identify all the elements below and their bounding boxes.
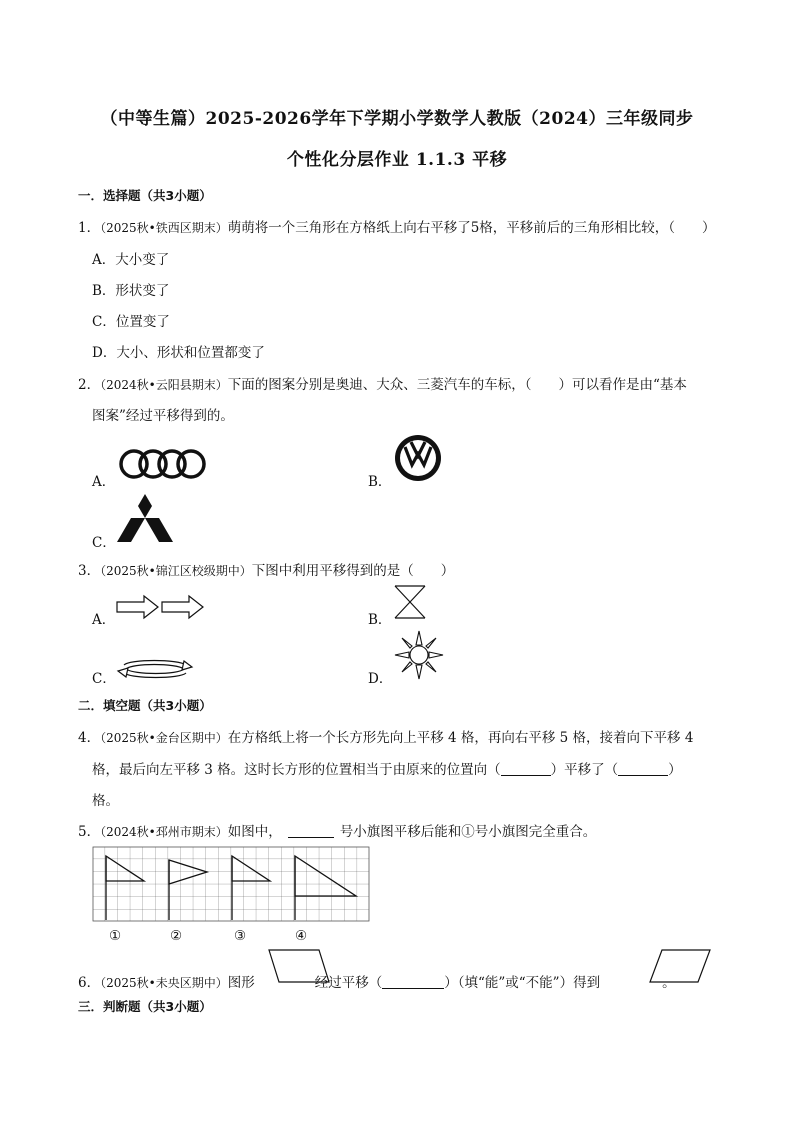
q5-source: （2024秋•邳州市期末） — [100, 825, 228, 839]
q2-text1: 下面的图案分别是奥迪、大众、三菱汽车的车标，（ ）可以看作是由“基本 — [227, 377, 687, 393]
q4-text2a: 格，最后向左平移 3 格。这时长方形的位置相当于由原来的位置向（ — [92, 762, 501, 778]
flag-grid-figure — [92, 846, 370, 922]
hourglass-figure — [393, 584, 427, 620]
q4-blank-distance[interactable] — [618, 761, 668, 776]
parallelogram-right-figure — [648, 948, 712, 984]
rotating-arrows-figure — [116, 656, 194, 682]
q2-label-b[interactable]: B． — [368, 474, 392, 490]
q3-label-d[interactable]: D． — [368, 671, 393, 687]
question-3 — [78, 559, 454, 579]
q6-number: 6． — [78, 975, 101, 991]
q3-label-a[interactable]: A． — [92, 612, 116, 628]
flag-label-2: ② — [170, 928, 183, 944]
q4-blank-direction[interactable] — [501, 761, 551, 776]
q6-source: （2025秋•未央区期中） — [100, 976, 228, 990]
q6-text-a: 图形 — [227, 975, 255, 991]
q1-option-a[interactable]: A．大小变了 — [92, 252, 170, 268]
q5-number: 5． — [78, 824, 101, 840]
sun-figure — [394, 630, 444, 680]
q2-number: 2． — [78, 377, 101, 393]
question-4-line2 — [92, 758, 682, 778]
q1-text: 萌萌将一个三角形在方格纸上向右平移了5格，平移前后的三角形相比较，（ ） — [227, 220, 716, 236]
q6-blank-answer[interactable] — [382, 974, 444, 989]
q4-text2b: ）平移了（ — [550, 762, 619, 778]
flag-label-4: ④ — [295, 928, 308, 944]
q3-label-c[interactable]: C． — [92, 671, 116, 687]
q3-source: （2025秋•锦江区校级期中） — [100, 564, 252, 578]
q2-label-a[interactable]: A． — [92, 474, 116, 490]
section-choice-heading: 一．选择题（共3小题） — [78, 188, 212, 203]
flag-label-3: ③ — [234, 928, 247, 944]
q1-option-d[interactable]: D．大小、形状和位置都变了 — [92, 345, 265, 361]
q1-option-c[interactable]: C．位置变了 — [92, 314, 170, 330]
question-6 — [78, 971, 676, 991]
q1-number: 1． — [78, 220, 101, 236]
audi-logo — [118, 448, 206, 480]
question-4-line1 — [78, 726, 693, 746]
q3-number: 3． — [78, 563, 101, 579]
q6-text-b: 经过平移（ — [314, 975, 383, 991]
q3-label-b[interactable]: B． — [368, 612, 392, 628]
q1-source: （2025秋•铁西区期末） — [100, 221, 228, 235]
q2-text2: 图案”经过平移得到的。 — [92, 408, 234, 424]
section-judge-heading: 三．判断题（共3小题） — [78, 999, 212, 1014]
mitsubishi-logo — [117, 494, 173, 542]
volkswagen-logo — [394, 434, 442, 482]
doc-title-line2: 个性化分层作业 1.1.3 平移 — [286, 150, 508, 170]
q4-text2c: ） — [668, 762, 682, 778]
q5-text-a: 如图中， — [227, 824, 282, 840]
parallelogram-left-figure — [267, 948, 331, 984]
q4-source: （2025秋•金台区期中） — [100, 731, 228, 745]
double-arrow-figure — [116, 594, 204, 620]
q2-source: （2024秋•云阳县期末） — [100, 378, 228, 392]
q2-label-c[interactable]: C． — [92, 535, 116, 551]
q4-text3: 格。 — [92, 793, 119, 809]
q1-option-b[interactable]: B．形状变了 — [92, 283, 170, 299]
q5-blank-flag[interactable] — [288, 823, 334, 838]
doc-title-line1: （中等生篇）2025-2026学年下学期小学数学人教版（2024）三年级同步 — [100, 109, 694, 129]
question-2-line1 — [78, 373, 687, 393]
section-fill-heading: 二．填空题（共3小题） — [78, 698, 212, 713]
q4-number: 4． — [78, 730, 101, 746]
q3-text: 下图中利用平移得到的是（ ） — [251, 563, 455, 579]
question-5 — [78, 820, 596, 840]
flag-label-1: ① — [109, 928, 122, 944]
q6-text-d: 。 — [662, 975, 676, 991]
q4-text1: 在方格纸上将一个长方形先向上平移 4 格，再向右平移 5 格，接着向下平移 4 — [227, 730, 694, 746]
question-1 — [78, 216, 716, 236]
q5-text-b: 号小旗图平移后能和①号小旗图完全重合。 — [339, 824, 597, 840]
q6-text-c: ）（填“能”或“不能”）得到 — [444, 975, 601, 991]
